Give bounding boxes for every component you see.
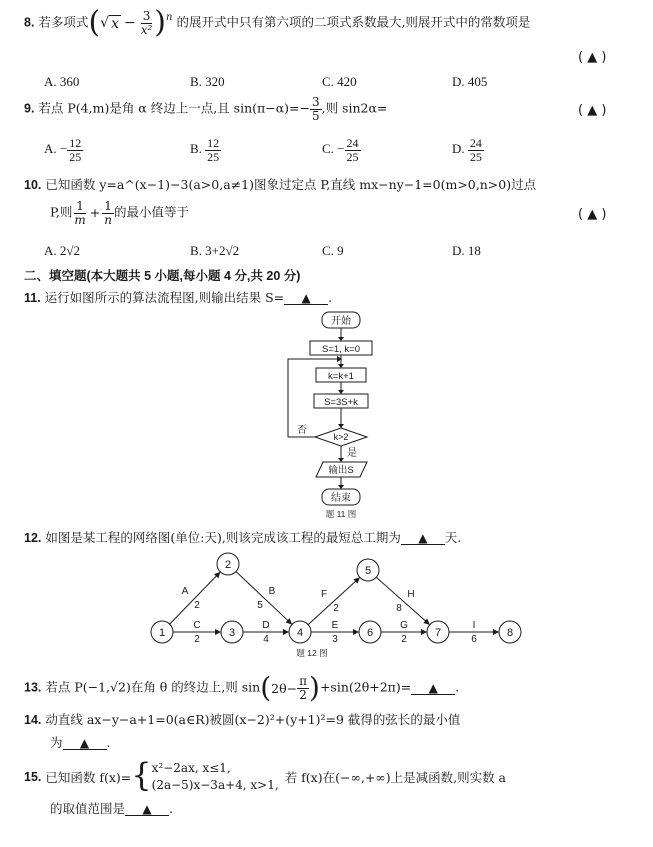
q15-line2-pre: 的取值范围是: [50, 801, 126, 816]
edge-days-H: 8: [396, 603, 402, 614]
q9-option-c-den: 25: [346, 149, 359, 164]
q8-option-d: D. 405: [452, 74, 488, 89]
q9-option-b: [190, 137, 221, 163]
q10-f2-den: n: [104, 212, 112, 227]
q14-line1: [24, 710, 460, 728]
edge-arrow-I: [493, 629, 499, 635]
q10-line2: [50, 200, 189, 226]
q15-case1: x²−2ax, x≤1,: [151, 761, 231, 775]
edge-days-D: 4: [263, 634, 269, 645]
q9-frac-num: 3: [311, 95, 320, 109]
q9: [24, 96, 387, 122]
edge-label-G: G: [400, 620, 408, 631]
q10-f2-num: 1: [104, 199, 112, 213]
q14-end: .: [106, 735, 111, 750]
edge-label-B: B: [268, 586, 276, 597]
q11-number: 11.: [24, 291, 41, 305]
q10-plus: +: [89, 204, 101, 220]
q9-option-c: [322, 137, 361, 163]
edge-days-I: 6: [471, 634, 477, 645]
edge-days-A: 2: [194, 600, 200, 611]
q9-option-a-label: A.: [44, 141, 57, 157]
edge-label-A: A: [181, 586, 189, 597]
q14-line2: [50, 733, 111, 751]
q9-option-a: [44, 137, 83, 163]
q8-frac-den: x²: [140, 22, 153, 37]
q10-answer-mark: ( ▲ ): [578, 207, 607, 222]
q10-line2-post: 的最小值等于: [113, 204, 189, 220]
q15-text-post: 若 f(x)在(−∞,+∞)上是减函数,则实数 a: [284, 769, 506, 785]
q8-minus: −: [123, 15, 136, 31]
flow-yes: 是: [347, 448, 357, 459]
edge-H: [376, 577, 430, 624]
edge-arrow-E: [353, 629, 359, 635]
q11: [24, 288, 332, 306]
q14-number: 14.: [24, 713, 42, 727]
q13-text-post: +sin(2θ+2π)=: [319, 679, 412, 695]
q13-inner-pre: 2θ−: [271, 680, 298, 696]
q9-option-d-label: D.: [452, 141, 465, 157]
q10-line1: [24, 175, 536, 193]
q14-line1-text: 动直线 ax−y−a+1=0(a∈R)被圆(x−2)²+(y+1)²=9 截得的弦长的最小值: [45, 712, 461, 727]
flow-start: 开始: [331, 316, 351, 327]
q10-f1-num: 1: [76, 199, 84, 213]
q10-option-d: D. 18: [452, 243, 481, 258]
q9-answer-mark: ( ▲ ): [578, 103, 607, 118]
q13-two: 2: [299, 687, 307, 702]
q9-text-post: ,则 sin2α=: [321, 100, 388, 116]
q9-option-b-den: 25: [207, 149, 220, 164]
edge-days-E: 3: [332, 634, 338, 645]
q8-frac-num: 3: [142, 8, 151, 23]
flow-output: 输出S: [328, 465, 354, 476]
q10-line2-pre: P,则: [50, 204, 73, 220]
q10-f1-den: m: [74, 212, 86, 227]
q9-option-b-label: B.: [190, 141, 202, 157]
q11-end: .: [328, 290, 333, 305]
node-label-3: 3: [228, 627, 236, 639]
q13-blank: ▲: [411, 682, 455, 695]
q12-number: 12.: [24, 531, 42, 545]
section-2-heading: 二、填空题(本大题共 5 小题,每小题 4 分,共 20 分): [24, 269, 301, 283]
q15-line2: [50, 799, 173, 817]
edge-A: [170, 572, 221, 624]
flowchart: [270, 308, 410, 520]
q8-expression: ( √ x − $\frac{3}{\text{x²}}$ ) $^n$: [88, 5, 173, 40]
q8-answer-mark: ( ▲ ): [578, 50, 607, 65]
flow-step2: S=3S+k: [324, 397, 358, 408]
q9-option-a-sign: −: [59, 141, 68, 157]
flow-end: 结束: [331, 493, 351, 504]
node-label-4: 4: [296, 627, 304, 639]
q9-frac-den: 5: [311, 108, 320, 123]
edge-F: [308, 577, 360, 624]
q9-option-c-sign: −: [337, 141, 345, 157]
network-diagram: [140, 550, 530, 660]
network-caption: 题 12 图: [296, 648, 328, 658]
node-label-5: 5: [364, 565, 372, 577]
q9-option-a-num: 12: [69, 136, 82, 150]
edge-days-C: 2: [194, 634, 200, 645]
q10-line1-text: 已知函数 y=a^(x−1)−3(a>0,a≠1)图象过定点 P,直线 mx−ny−1=0(m>0,n>0)过点: [45, 177, 537, 192]
q14-blank: ▲: [63, 737, 107, 750]
edge-arrow-C: [215, 629, 221, 635]
q10-number: 10.: [24, 178, 42, 192]
node-label-6: 6: [366, 627, 374, 639]
flow-caption: 题 11 图: [325, 509, 357, 519]
q9-option-d-num: 24: [469, 136, 482, 150]
edge-days-G: 2: [401, 634, 407, 645]
q9-option-a-den: 25: [69, 149, 82, 164]
edge-label-E: E: [331, 620, 339, 631]
edge-label-C: C: [193, 620, 201, 631]
q13: 13. 若点 P(−1,√2)在角 θ 的终边上,则 sin ( 2θ− $\frac{\pi}{2}$ ) +sin(2θ+2π)= ▲ .: [24, 671, 460, 704]
q8-option-b: B. 320: [190, 74, 225, 89]
edge-days-B: 5: [257, 600, 263, 611]
node-label-8: 8: [506, 627, 514, 639]
q15-case2: (2a−5)x−3a+4, x>1,: [151, 777, 279, 792]
q8-text-post: 的展开式中只有第六项的二项式系数最大,则展开式中的常数项是: [176, 14, 531, 30]
flow-no: 否: [297, 425, 307, 436]
q12-end: 天.: [444, 530, 462, 545]
q15-text-pre: 已知函数 f(x)=: [45, 769, 132, 785]
edge-label-F: F: [320, 589, 328, 600]
q13-number: 13.: [24, 680, 42, 695]
q8-number: 8.: [24, 15, 35, 30]
q13-text-pre: 若点 P(−1,√2)在角 θ 的终边上,则 sin: [45, 679, 261, 695]
q15-end: .: [169, 801, 173, 816]
q8-sqrt-x: x: [111, 15, 119, 32]
q8-text-pre: 若多项式: [38, 14, 89, 30]
q14-line2-pre: 为: [50, 735, 63, 750]
q13-end: .: [455, 679, 460, 695]
q15: 15. 已知函数 f(x)= { x²−2ax, x≤1, (2a−5)x−3a+4, x>1, 若 f(x)在(−∞,+∞)上是减函数,则实数 a: [24, 755, 506, 794]
q11-text: 运行如图所示的算法流程图,则输出结果 S=: [44, 290, 285, 305]
q12-blank: ▲: [401, 532, 445, 545]
edge-label-H: H: [407, 589, 415, 600]
q9-option-d-den: 25: [469, 149, 482, 164]
q9-option-c-label: C.: [322, 141, 334, 157]
q9-option-d: [452, 137, 484, 163]
edge-B: [236, 572, 292, 625]
q8-option-a: A. 360: [44, 74, 80, 89]
q9-option-c-num: 24: [346, 136, 359, 150]
q9-option-b-num: 12: [207, 136, 220, 150]
q8-power: n: [166, 12, 173, 23]
q12-text: 如图是某工程的网络图(单位:天),则该完成该工程的最短总工期为: [45, 530, 401, 545]
q10-option-c: C. 9: [322, 243, 344, 258]
q12: [24, 528, 461, 546]
q15-number: 15.: [24, 769, 42, 784]
q9-text-pre: 若点 P(4,m)是角 α 终边上一点,且 sin(π−α)=−: [38, 100, 310, 116]
node-label-1: 1: [158, 627, 166, 639]
edge-arrow-D: [283, 629, 289, 635]
q9-number: 9.: [24, 101, 35, 116]
node-label-7: 7: [434, 627, 442, 639]
q15-blank: ▲: [125, 803, 169, 816]
node-label-2: 2: [224, 559, 232, 571]
edge-days-F: 2: [333, 603, 339, 614]
q11-blank: ▲: [284, 292, 328, 305]
q10-option-a: A. 2√2: [44, 243, 81, 258]
flow-init: S=1, k=0: [321, 344, 361, 355]
edge-label-D: D: [262, 620, 270, 631]
q8-option-c: C. 420: [322, 74, 357, 89]
edge-label-I: I: [472, 620, 476, 631]
q10-option-b: B. 3+2√2: [190, 243, 240, 258]
q13-pi: π: [299, 673, 307, 688]
flow-cond: k>2: [333, 432, 349, 442]
q8: [24, 5, 531, 40]
flow-step1: k=k+1: [328, 371, 354, 382]
edge-arrow-G: [421, 629, 427, 635]
